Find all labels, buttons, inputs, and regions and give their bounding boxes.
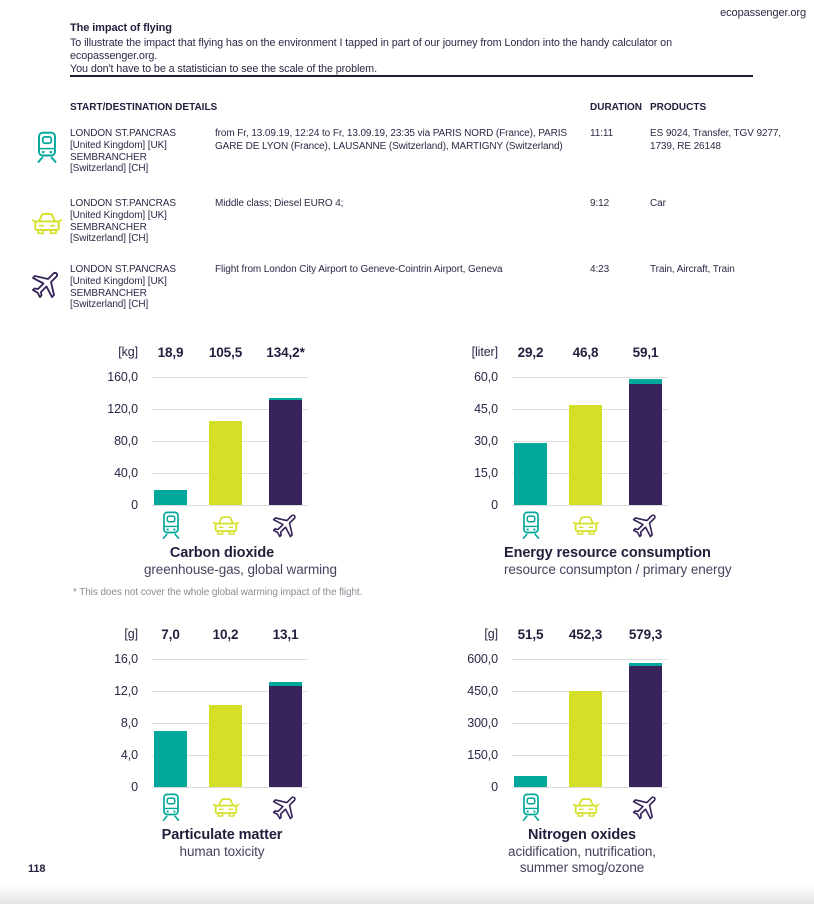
train-icon <box>515 510 547 542</box>
category-icons-row <box>152 792 308 823</box>
car-icon <box>210 510 242 542</box>
station-line: [United Kingdom] [UK] <box>70 139 167 151</box>
bar-car <box>209 421 242 505</box>
car-icon <box>570 792 602 824</box>
plane-icon <box>270 792 302 824</box>
bar-value-label: 134,2* <box>266 345 305 360</box>
chart-value-row <box>448 627 668 643</box>
axis-tick: 12,0 <box>114 684 138 698</box>
bar-value-label: 7,0 <box>161 627 180 642</box>
page-title: The impact of flying <box>70 22 172 34</box>
bar-value-label: 13,1 <box>272 627 299 642</box>
station-line: SEMBRANCHER <box>70 151 147 163</box>
plane-icon <box>630 510 662 542</box>
chart-subtitle: summer smog/ozone <box>519 860 645 875</box>
bar-car <box>569 691 602 788</box>
station-line: [United Kingdom] [UK] <box>70 275 167 287</box>
bar-plane <box>629 663 662 787</box>
chart-subtitle: greenhouse-gas, global warming <box>144 562 337 577</box>
train-icon <box>515 792 547 824</box>
chart-unit-label: [g] <box>484 627 498 641</box>
station-line: LONDON ST.PANCRAS <box>70 128 176 139</box>
train-icon <box>155 510 187 542</box>
bar-train <box>154 731 187 787</box>
bar-value-label: 59,1 <box>632 345 659 360</box>
axis-tick: 450,0 <box>467 684 498 698</box>
chart-value-row <box>88 345 308 361</box>
stations-cell <box>70 128 210 175</box>
category-icons-row <box>512 792 668 823</box>
site-url: ecopassenger.org <box>720 7 806 19</box>
y-axis <box>88 652 138 794</box>
stations-cell <box>70 198 210 245</box>
bar-car <box>209 705 242 787</box>
axis-tick: 0 <box>491 498 498 512</box>
details-cell: Flight from London City Airport to Geneve-Cointrin Airport, Geneva <box>215 264 503 275</box>
bar-value-label: 10,2 <box>212 627 239 642</box>
axis-tick: 40,0 <box>114 466 138 480</box>
station-line: [Switzerland] [CH] <box>70 163 149 175</box>
car-icon <box>570 510 602 542</box>
bar-value-label: 51,5 <box>517 627 544 642</box>
plane-icon <box>28 267 66 301</box>
flight-rail-segment <box>269 682 302 686</box>
gridline <box>512 505 668 506</box>
column-header-products: PRODUCTS <box>650 102 707 113</box>
axis-tick: 600,0 <box>467 652 498 666</box>
station-line: LONDON ST.PANCRAS <box>70 264 176 275</box>
axis-tick: 0 <box>131 780 138 794</box>
station-line: LONDON ST.PANCRAS <box>70 198 176 209</box>
train-icon <box>28 130 66 164</box>
flight-rail-segment <box>629 379 662 385</box>
gridline <box>152 787 308 788</box>
chart-unit-label: [liter] <box>471 345 498 359</box>
axis-tick: 4,0 <box>120 748 138 762</box>
train-icon <box>155 792 187 824</box>
chart-energy-resource-consumption <box>448 345 732 578</box>
details-cell: Middle class; Diesel EURO 4; <box>215 198 344 209</box>
axis-tick: 8,0 <box>120 716 138 730</box>
products-cell: ES 9024, Transfer, TGV 9277, 1739, RE 26148 <box>650 128 781 152</box>
chart-plot <box>512 377 668 505</box>
page-number: 118 <box>28 863 46 875</box>
bar-value-label: 452,3 <box>568 627 603 642</box>
axis-tick: 45,0 <box>474 402 498 416</box>
axis-tick: 30,0 <box>474 434 498 448</box>
axis-tick: 60,0 <box>474 370 498 384</box>
gridline <box>152 377 308 378</box>
axis-tick: 160,0 <box>107 370 138 384</box>
duration-cell: 11:11 <box>590 128 614 139</box>
chart-plot <box>512 659 668 787</box>
chart-plot <box>152 377 308 505</box>
intro-block <box>70 22 760 76</box>
bar-train <box>514 776 547 787</box>
station-line: SEMBRANCHER <box>70 287 147 299</box>
chart-nitrogen-oxides <box>448 627 668 876</box>
gridline <box>152 659 308 660</box>
chart-title: Nitrogen oxides <box>527 827 637 843</box>
axis-tick: 150,0 <box>467 748 498 762</box>
category-icons-row <box>152 510 308 541</box>
y-axis <box>448 652 498 794</box>
axis-tick: 16,0 <box>114 652 138 666</box>
bar-value-label: 46,8 <box>572 345 599 360</box>
plane-icon <box>270 510 302 542</box>
chart-unit-label: [kg] <box>118 345 138 359</box>
column-header-duration: DURATION <box>590 102 643 113</box>
category-icons-row <box>512 510 668 541</box>
chart-subtitle: human toxicity <box>179 844 265 859</box>
chart-title: Carbon dioxide <box>169 545 275 561</box>
chart-subtitle: resource consumpton / primary energy <box>504 562 732 577</box>
axis-tick: 0 <box>131 498 138 512</box>
divider <box>70 75 753 77</box>
chart-particulate-matter <box>88 627 308 860</box>
chart-unit-label: [g] <box>124 627 138 641</box>
bar-value-label: 579,3 <box>628 627 663 642</box>
axis-tick: 120,0 <box>107 402 138 416</box>
station-line: SEMBRANCHER <box>70 221 147 233</box>
column-header-start-destination: START/DESTINATION DETAILS <box>70 102 218 113</box>
chart-carbon-dioxide <box>88 345 337 578</box>
axis-tick: 0 <box>491 780 498 794</box>
intro-line-1: To illustrate the impact that flying has on the environment I tapped in part of our journey from London into the handy calculator on ecopassenger.org. <box>70 37 672 62</box>
gridline <box>512 659 668 660</box>
plane-icon <box>630 792 662 824</box>
car-icon <box>28 206 66 240</box>
flight-rail-segment <box>269 398 302 400</box>
bar-train <box>514 443 547 505</box>
products-cell: Train, Aircraft, Train <box>650 264 735 275</box>
bar-plane <box>629 379 662 505</box>
chart-title: Particulate matter <box>161 827 283 843</box>
products-cell: Car <box>650 198 666 209</box>
flight-rail-segment <box>629 663 662 666</box>
axis-tick: 80,0 <box>114 434 138 448</box>
chart-plot <box>152 659 308 787</box>
car-icon <box>210 792 242 824</box>
details-cell: from Fr, 13.09.19, 12:24 to Fr, 13.09.19, 23:35 via PARIS NORD (France), PARIS GARE DE LYON (France), LAUSANNE (Switzerland), MARTIGNY (Switzerland) <box>215 128 567 152</box>
chart-footnote: * This does not cover the whole global warming impact of the flight. <box>73 587 363 598</box>
bar-plane <box>269 682 302 787</box>
station-line: [Switzerland] [CH] <box>70 233 149 245</box>
bar-value-label: 105,5 <box>208 345 243 360</box>
duration-cell: 9:12 <box>590 198 610 209</box>
bar-car <box>569 405 602 505</box>
gridline <box>152 505 308 506</box>
bar-value-label: 18,9 <box>157 345 184 360</box>
stations-cell <box>70 264 210 311</box>
intro-line-2: You don't have to be a statistician to see the scale of the problem. <box>70 63 377 75</box>
gridline <box>512 377 668 378</box>
duration-cell: 4:23 <box>590 264 610 275</box>
chart-value-row <box>448 345 668 361</box>
chart-value-row <box>88 627 308 643</box>
page-edge-shadow <box>0 884 814 904</box>
chart-subtitle: acidification, nutrification, <box>508 844 656 859</box>
bar-train <box>154 490 187 505</box>
chart-title: Energy resource consumption <box>504 545 711 561</box>
station-line: [Switzerland] [CH] <box>70 299 149 311</box>
axis-tick: 300,0 <box>467 716 498 730</box>
bar-value-label: 29,2 <box>517 345 544 360</box>
y-axis <box>88 370 138 512</box>
gridline <box>512 787 668 788</box>
y-axis <box>448 370 498 512</box>
station-line: [United Kingdom] [UK] <box>70 209 167 221</box>
bar-plane <box>269 398 302 505</box>
axis-tick: 15,0 <box>474 466 498 480</box>
